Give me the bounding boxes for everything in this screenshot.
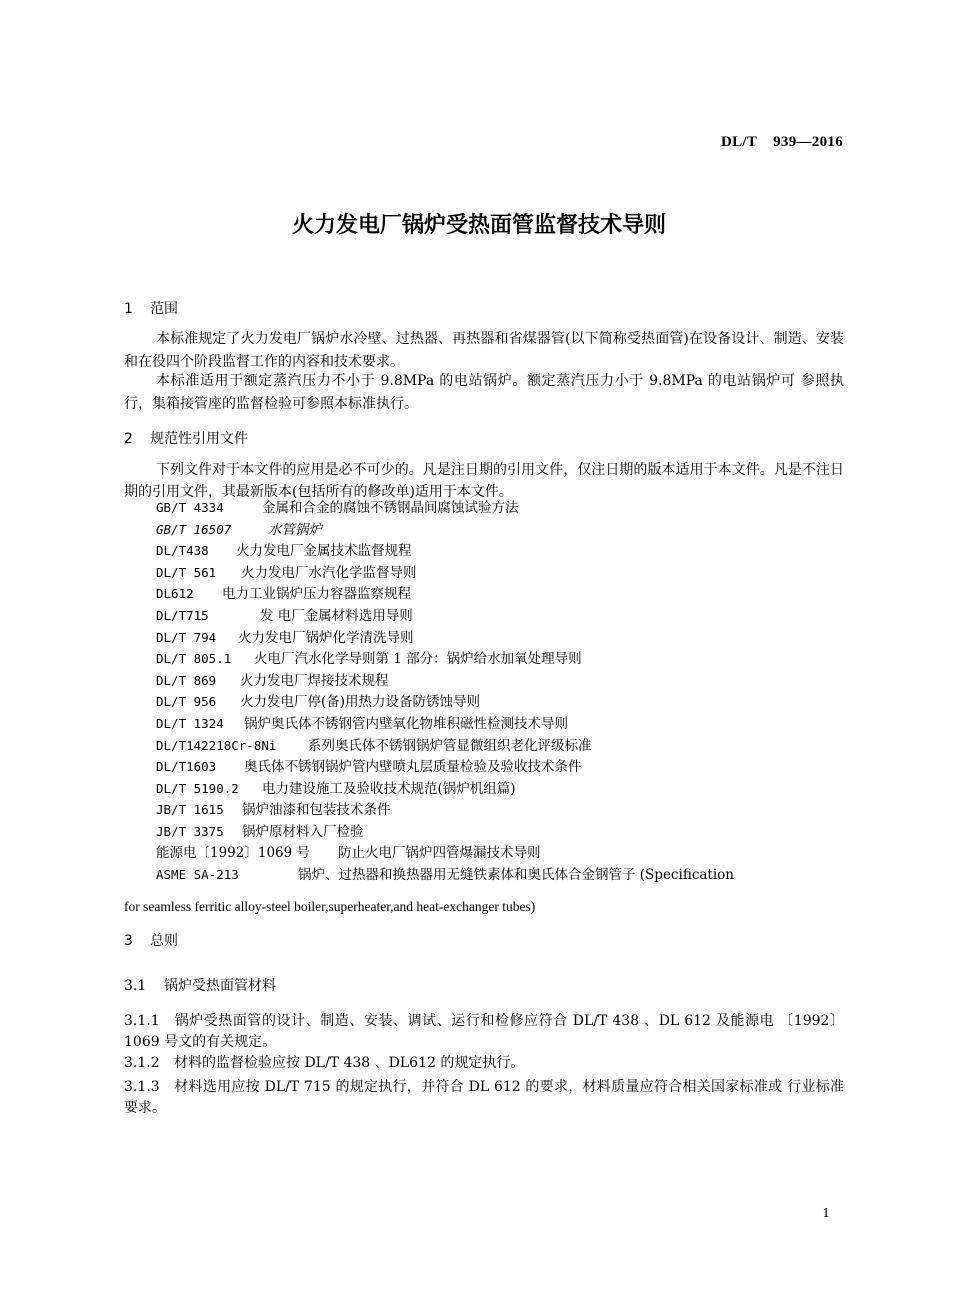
section-3-heading — [124, 930, 178, 950]
reference-title: 电力建设施工及验收技术规范(锅炉机组篇) — [262, 780, 516, 797]
section-number: 1 — [124, 301, 133, 317]
reference-title: 电力工业锅炉压力容器监察规程 — [222, 586, 411, 603]
reference-item — [156, 497, 856, 519]
reference-item — [156, 799, 856, 821]
section-number: 2 — [124, 431, 133, 447]
references-intro: 下列文件对于本文件的应用是必不可少的。凡是注日期的引用文件，仅注日期的版本适用于本文件。凡是不注日期的引用文件，其最新版本(包括所有的修改单)适用于本文件。 — [124, 462, 844, 500]
reference-item — [156, 562, 856, 584]
reference-item — [156, 843, 856, 865]
reference-title: 奥氏体不锈钢锅炉管内壁喷丸层质量检验及验收技术条件 — [244, 759, 582, 776]
reference-title: 锅炉油漆和包装技术条件 — [242, 802, 391, 819]
reference-item — [156, 864, 856, 886]
reference-code: DL/T 561 — [156, 564, 217, 580]
subsection-3-1-heading — [124, 975, 276, 995]
clause-number: 3.1.1 — [124, 1013, 160, 1029]
reference-title: 金属和合金的腐蚀不锈钢晶间腐蚀试验方法 — [262, 500, 519, 516]
reference-title: 发 电厂金属材料选用导则 — [260, 607, 413, 624]
reference-item — [156, 670, 856, 692]
clause-text: 材料的监督检验应按 DL/T 438 、DL612 的规定执行。 — [174, 1055, 525, 1071]
reference-title: 防止火电厂锅炉四管爆漏技术导则 — [338, 844, 541, 861]
reference-code: DL612 — [156, 586, 194, 602]
reference-code: DL/T438 — [156, 543, 209, 559]
clause-number: 3.1.3 — [124, 1079, 160, 1095]
reference-title: 火力发电厂停(备)用热力设备防锈蚀导则 — [240, 694, 481, 711]
section-title: 规范性引用文件 — [150, 431, 248, 447]
clause-text: 材料选用应按 DL/T 715 的规定执行，并符合 DL 612 的要求，材料质量应符合相关国家标准或 行业标准要求。 — [124, 1079, 844, 1116]
reference-code: DL/T 5190.2 — [156, 780, 239, 796]
scope-paragraph-1: 本标准规定了火力发电厂锅炉水冷壁、过热器、再热器和省煤器管(以下简称受热面管)在设备设计、制造、安装和在役四个阶段监督工作的内容和技术要求。 — [124, 331, 844, 370]
reference-title: 火力发电厂焊接技术规程 — [240, 672, 389, 689]
subsection-title: 锅炉受热面管材料 — [164, 978, 276, 994]
reference-code: JB/T 1615 — [156, 802, 224, 818]
reference-item — [156, 821, 856, 843]
standard-number: DL/T 939—2016 — [720, 134, 843, 150]
reference-item — [156, 627, 856, 649]
reference-item — [156, 540, 856, 562]
section-1-heading — [124, 298, 178, 318]
section-2-heading — [124, 428, 248, 448]
scope-paragraph-2: 本标准适用于额定蒸汽压力不小于 9.8MPa 的电站锅炉。额定蒸汽压力小于 9.8MPa 的电站锅炉可 参照执行，集箱接管座的监督检验可参照本标准执行。 — [124, 373, 844, 412]
reference-code: DL/T 794 — [156, 629, 217, 645]
reference-title: 火力发电厂金属技术监督规程 — [236, 543, 412, 560]
reference-code: 能源电〔1992〕1069 号 — [156, 844, 311, 861]
reference-list — [156, 497, 856, 886]
page-number: 1 — [822, 1206, 830, 1220]
reference-title: 火电厂汽水化学导则第 1 部分：锅炉给水加氧处理导则 — [254, 651, 582, 668]
reference-code: DL/T 869 — [156, 672, 217, 688]
section-number: 3 — [124, 933, 133, 949]
reference-item — [156, 756, 856, 778]
reference-title: 火力发电厂水汽化学监督导则 — [241, 564, 417, 581]
reference-item — [156, 778, 856, 800]
reference-code: DL/T 956 — [156, 694, 217, 710]
reference-item — [156, 583, 856, 605]
reference-code: DL/T715 — [156, 607, 209, 623]
reference-code: DL/T142218Cr-8Ni — [156, 737, 277, 753]
reference-item — [156, 713, 856, 735]
reference-item — [156, 605, 856, 627]
clause-text: 锅炉受热面管的设计、制造、安装、调试、运行和检修应符合 DL/T 438 、DL 612 及能源电 〔1992〕1069 号文的有关规定。 — [124, 1013, 844, 1050]
reference-title: 锅炉原材料入厂检验 — [242, 823, 364, 840]
clause-number: 3.1.2 — [124, 1055, 160, 1071]
clause-3-1-2 — [124, 1053, 844, 1074]
reference-title: 火力发电厂锅炉化学清洗导则 — [238, 629, 414, 646]
reference-item — [156, 519, 856, 541]
reference-item — [156, 648, 856, 670]
section-title: 范围 — [150, 301, 178, 317]
reference-title: 水管锅炉 — [268, 521, 322, 538]
clause-3-1-1 — [124, 1011, 844, 1053]
reference-code: GB/T 4334 — [156, 500, 224, 515]
clause-3-1-3 — [124, 1077, 844, 1119]
reference-code: DL/T 1324 — [156, 715, 224, 731]
subsection-number: 3.1 — [124, 978, 147, 994]
reference-code: DL/T1603 — [156, 759, 217, 775]
section-title: 总则 — [150, 933, 178, 949]
reference-code: GB/T 16507 — [156, 521, 232, 537]
reference-title: 系列奥氏体不锈钢锅炉管显微组织老化评级标准 — [308, 737, 592, 754]
reference-title: 锅炉奥氏体不锈钢管内壁氧化物堆积磁性检测技术导则 — [244, 715, 568, 732]
reference-continuation: for seamless ferritic alloy-steel boiler,superheater,and heat-exchanger tubes) — [124, 899, 536, 914]
document-title: 火力发电厂锅炉受热面管监督技术导则 — [291, 213, 666, 238]
reference-code: DL/T 805.1 — [156, 651, 232, 667]
reference-title: 锅炉、过热器和换热器用无缝铁素体和奥氏体合金钢管子 (Specification — [298, 867, 734, 884]
reference-code: ASME SA-213 — [156, 867, 239, 883]
reference-item — [156, 691, 856, 713]
reference-code: JB/T 3375 — [156, 823, 224, 839]
reference-item — [156, 735, 856, 757]
